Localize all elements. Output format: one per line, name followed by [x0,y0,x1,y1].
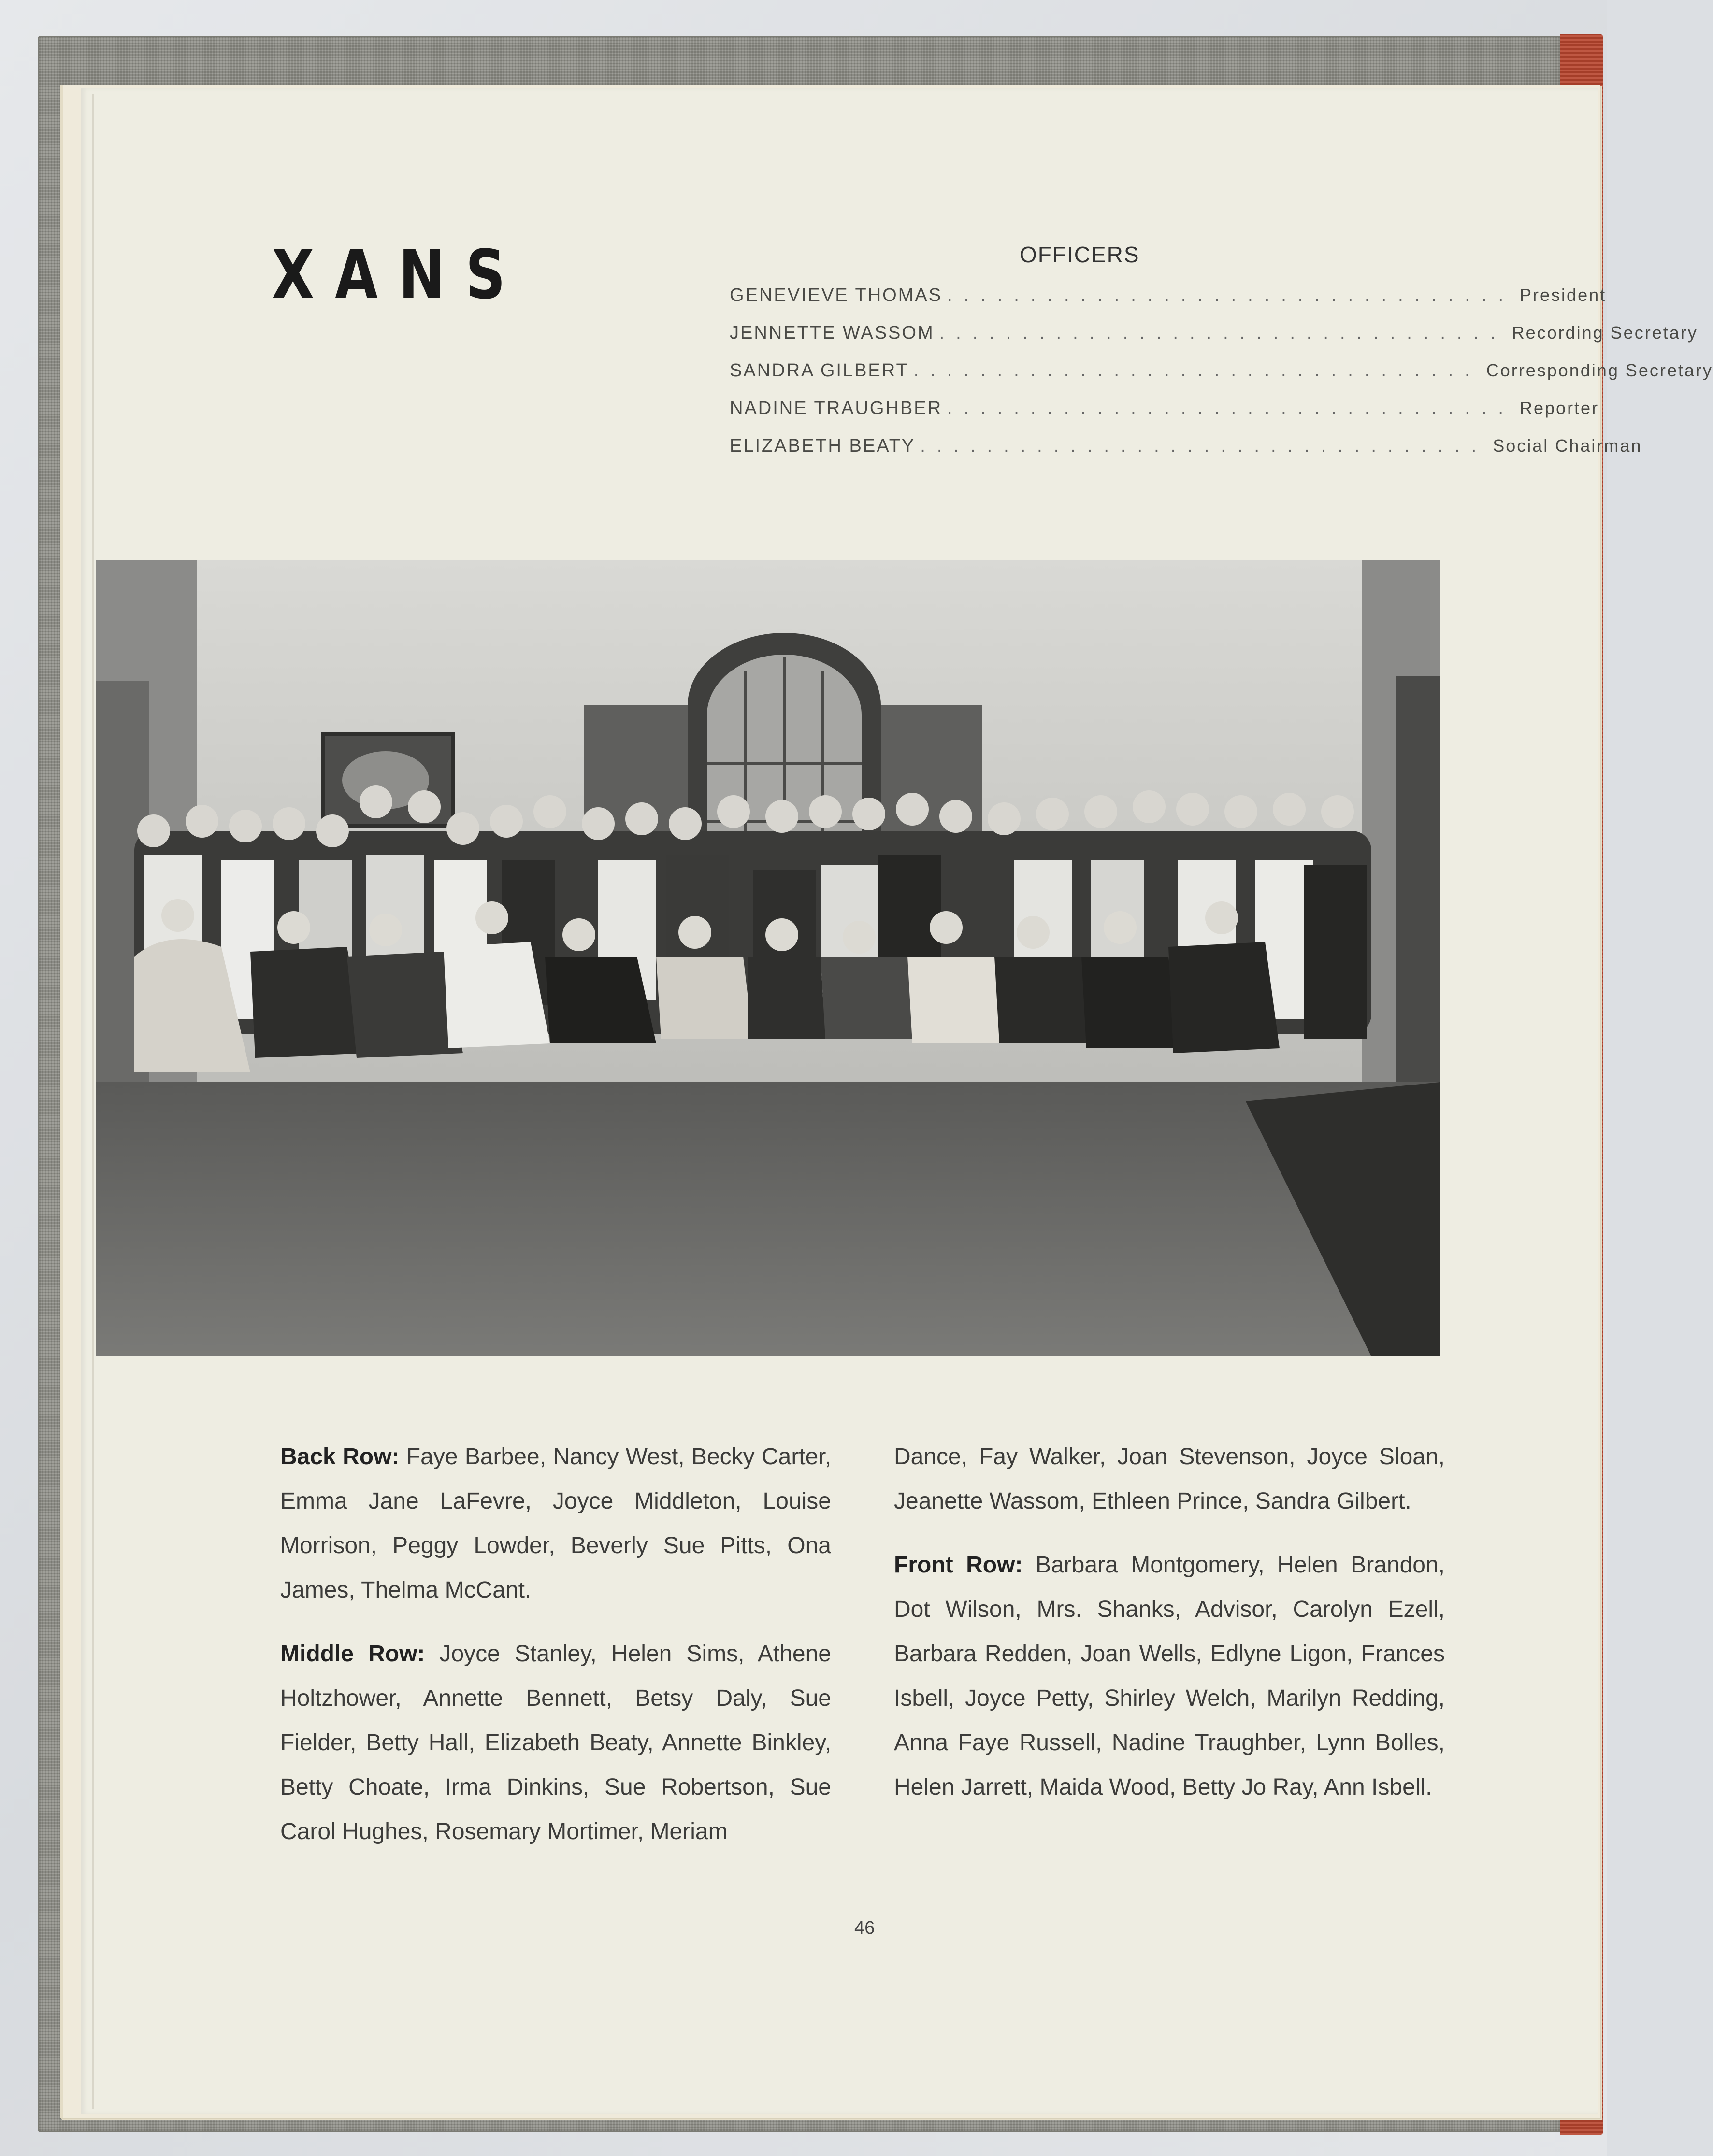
officer-title: Social Chairman [1493,436,1642,456]
middle-row-continued: Dance, Fay Walker, Joan Stevenson, Joyce Sloan, Jeanette Wassom, Ethleen Prince, Sandra Gilbert. [894,1444,1445,1514]
officer-title: Reporter [1520,398,1599,418]
organization-title: XANS [272,236,526,314]
front-row-names: Barbara Montgomery, Helen Brandon, Dot Wilson, Mrs. Shanks, Advisor, Carolyn Ezell, Barbara Redden, Joan Wells, Edlyne Ligon, Frances Isbell, Joyce Petty, Shirley Welch, Marilyn Redding, Anna Faye Russell, Nadine Traughber, Lynn Bolles, Helen Jarrett, Maida Wood, Betty Jo Ray, Ann Isbell. [894,1552,1445,1800]
caption-right-column [894,1435,1445,1829]
officer-row [730,360,1713,398]
middle-row-caption [280,1632,831,1854]
leader-dots: .................................. [913,360,1482,381]
leader-dots: .................................. [947,285,1515,305]
officer-title: President [1520,285,1607,305]
middle-row-label: Middle Row: [280,1641,425,1667]
officer-title: Corresponding Secretary [1486,360,1713,380]
photo-right-curtain [1396,676,1440,1082]
officer-title: Recording Secretary [1511,323,1698,343]
middle-row-names: Joyce Stanley, Helen Sims, Athene Holtzhower, Annette Bennett, Betsy Daly, Sue Fielder, Betty Hall, Elizabeth Beaty, Annette Binkley, Betty Choate, Irma Dinkins, Sue Robertson, Sue Carol Hughes, Rosemary Mortimer, Meriam [280,1641,831,1844]
leader-dots: .................................. [920,436,1488,456]
officers-heading: OFFICERS [1020,242,1140,267]
group-photo [96,560,1440,1356]
officer-name: SANDRA GILBERT [730,360,909,381]
officer-row [730,398,1599,436]
leader-dots: .................................. [939,323,1507,343]
officer-row [730,323,1698,360]
officer-name: JENNETTE WASSOM [730,323,935,343]
page-number: 46 [854,1918,875,1938]
front-row-caption [894,1543,1445,1810]
officer-row [730,436,1642,473]
officer-name: NADINE TRAUGHBER [730,398,943,418]
leader-dots: .................................. [947,398,1515,418]
officers-list [730,285,1713,473]
back-row-label: Back Row: [280,1444,400,1470]
page-gutter-line [92,94,94,2109]
back-row-caption [280,1435,831,1613]
front-row-label: Front Row: [894,1552,1023,1578]
caption-left-column [280,1435,831,1873]
photo-floor [96,1082,1440,1356]
officer-row [730,285,1607,323]
officer-name: ELIZABETH BEATY [730,436,916,456]
back-row-names: Faye Barbee, Nancy West, Becky Carter, Emma Jane LaFevre, Joyce Middleton, Louise Morrison, Peggy Lowder, Beverly Sue Pitts, Ona James, Thelma McCant. [280,1444,832,1603]
officer-name: GENEVIEVE THOMAS [730,285,943,305]
